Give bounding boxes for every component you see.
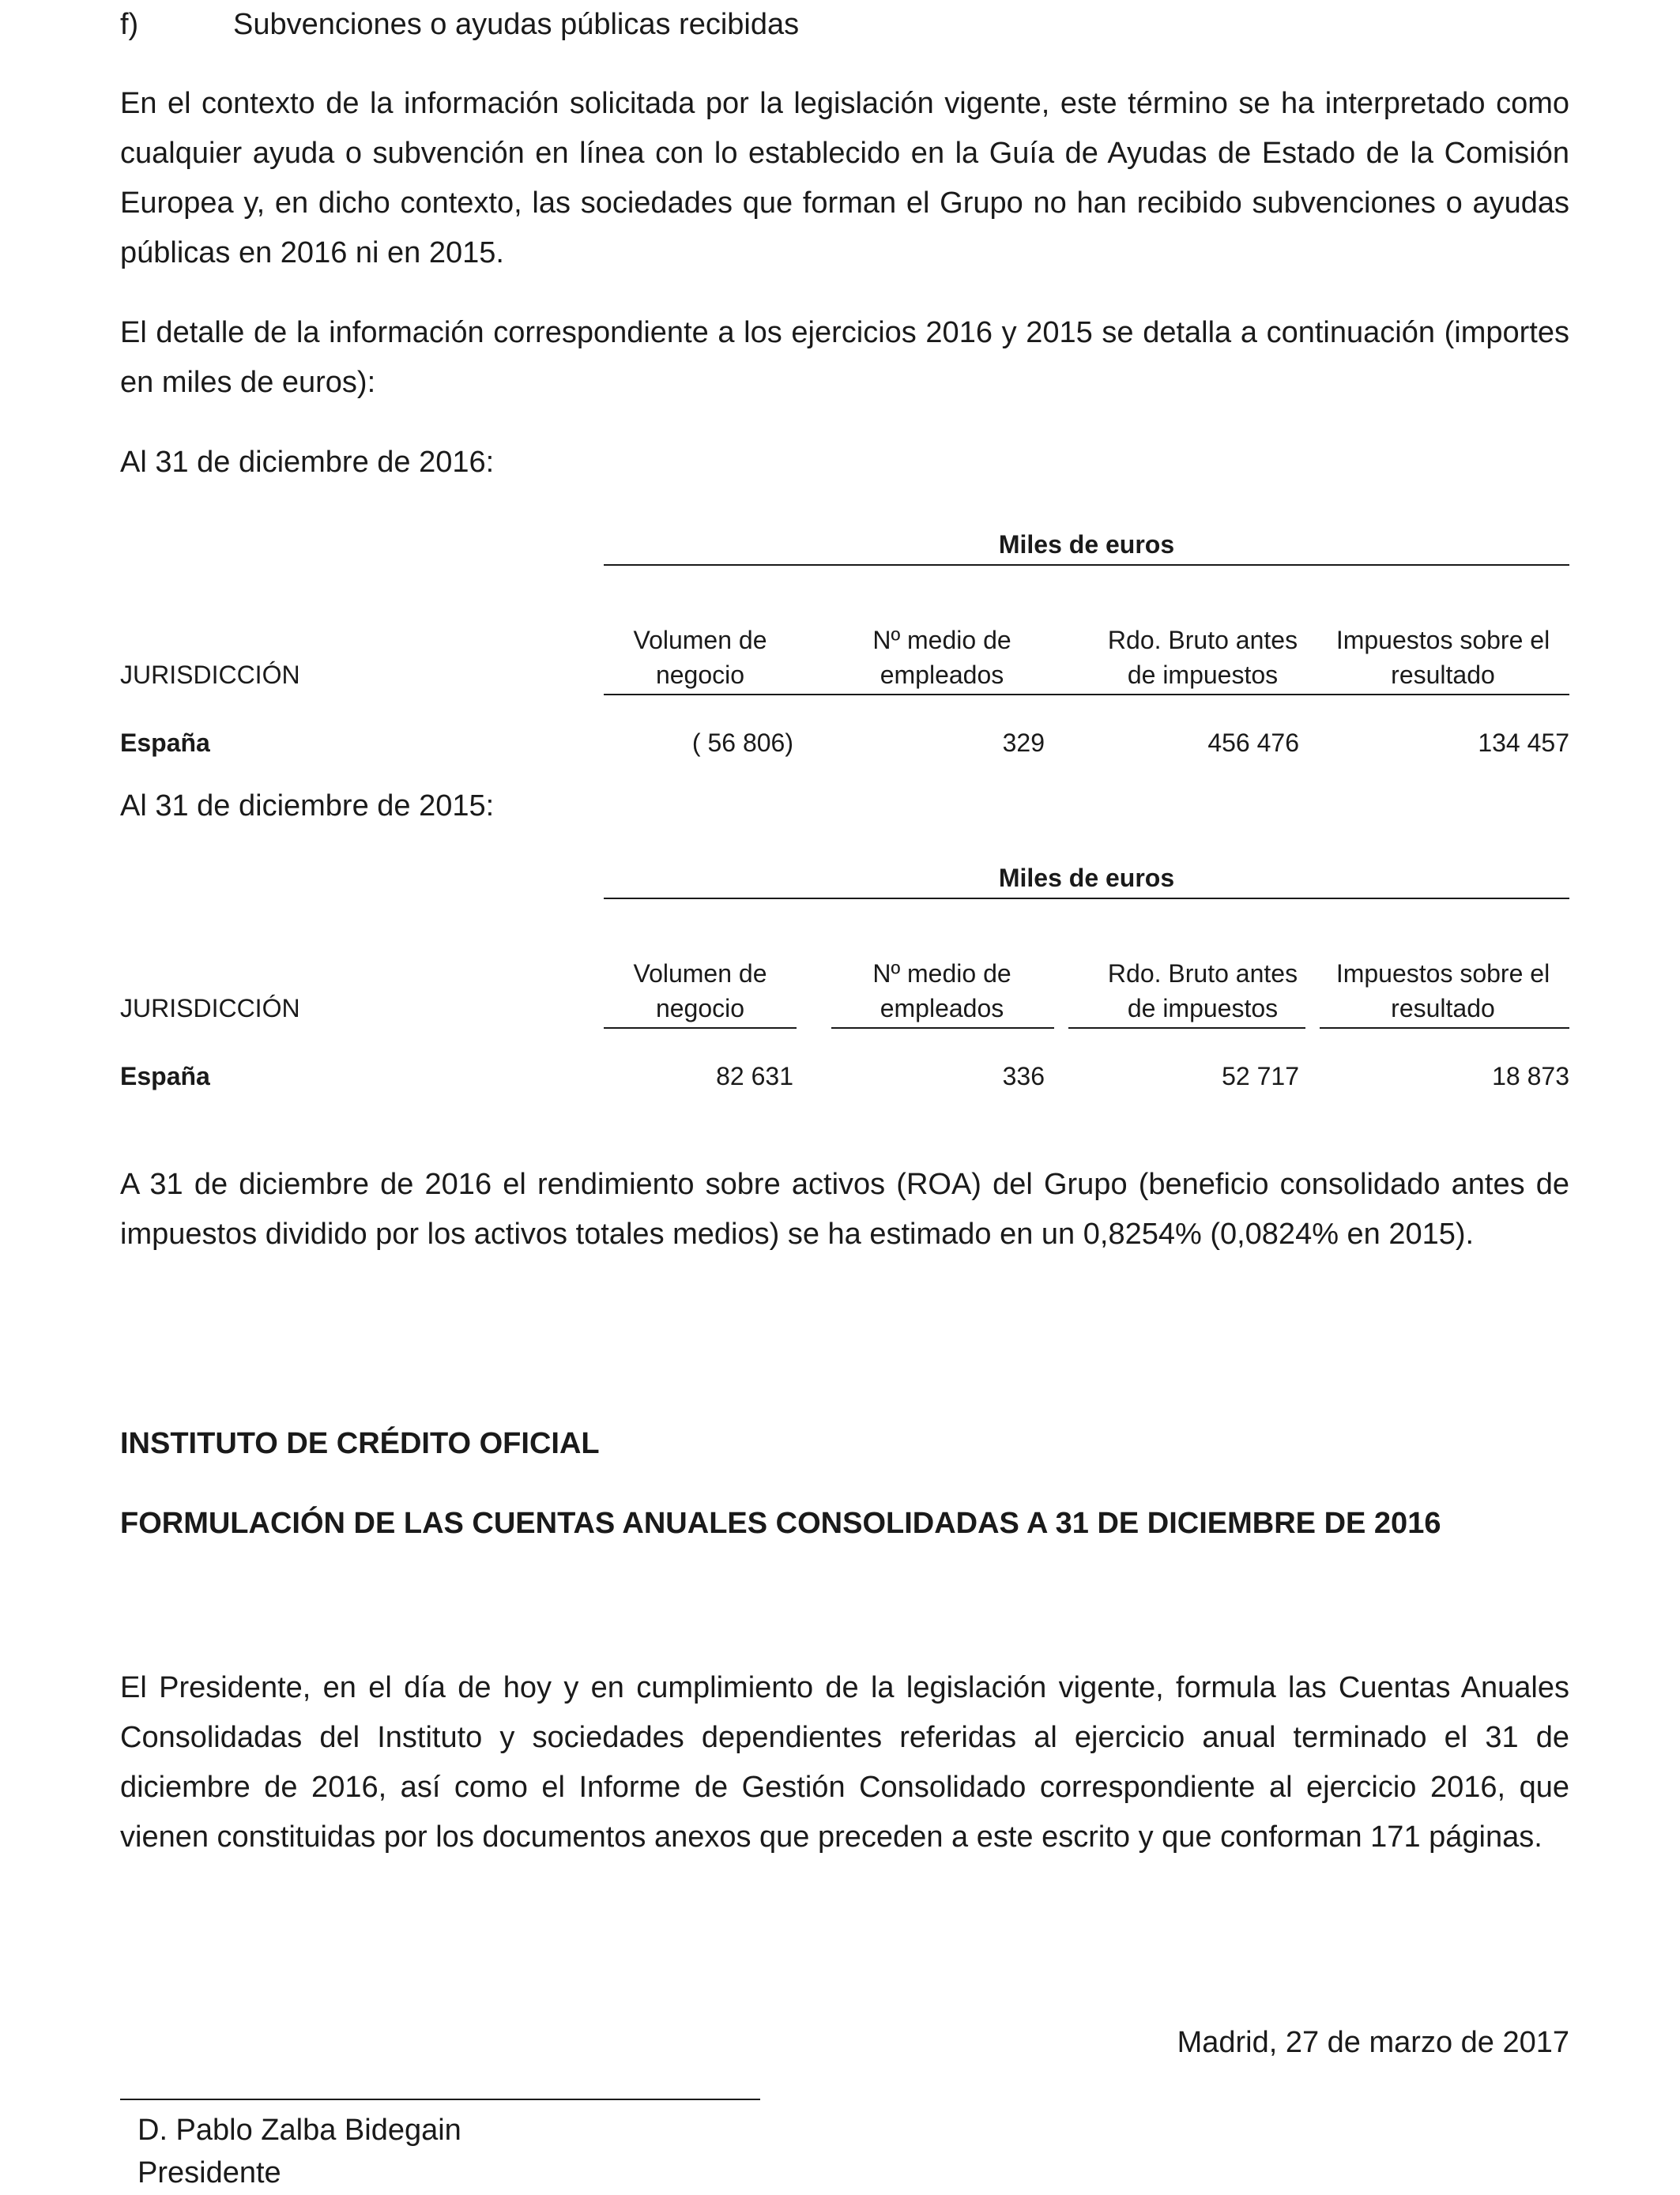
table-2016 [120, 528, 1569, 757]
heading-formulation: FORMULACIÓN DE LAS CUENTAS ANUALES CONSOLIDADAS A 31 DE DICIEMBRE DE 2016 [120, 1507, 1441, 1540]
cell-gross-result: 456 476 [1207, 729, 1299, 757]
column-header-volume: Volumen de negocio [633, 959, 767, 1022]
header-rule-volume [604, 1027, 797, 1029]
super-header-rule [604, 564, 1569, 566]
cell-employees: 336 [1002, 1062, 1045, 1090]
row-label-spain: España [120, 729, 210, 757]
section-title: Subvenciones o ayudas públicas recibidas [233, 8, 800, 41]
column-header-gross-result: Rdo. Bruto antes de impuestos [1107, 626, 1298, 689]
paragraph-roa: A 31 de diciembre de 2016 el rendimiento sobre activos (ROA) del Grupo (beneficio consolidado antes de impuestos dividido por los activos totales medios) se ha estimado en un 0,8254% (0,0824% en 2015). [120, 1168, 1569, 1251]
signer-role: Presidente [137, 2156, 281, 2189]
cell-employees: 329 [1002, 729, 1045, 757]
signature-line [120, 2099, 760, 2100]
paragraph-detail-intro: El detalle de la información correspondiente a los ejercicios 2016 y 2015 se detalla a continuación (importes en miles de euros): [120, 316, 1569, 399]
column-header-employees: Nº medio de empleados [872, 959, 1011, 1022]
header-rule-employees [831, 1027, 1054, 1029]
cell-taxes: 18 873 [1492, 1062, 1569, 1090]
header-rule-taxes [1320, 1027, 1569, 1029]
cell-gross-result: 52 717 [1222, 1062, 1299, 1090]
column-header-employees: Nº medio de empleados [872, 626, 1011, 689]
column-header-taxes: Impuestos sobre el resultado [1335, 959, 1550, 1022]
heading-institute: INSTITUTO DE CRÉDITO OFICIAL [120, 1427, 600, 1460]
column-header-volume: Volumen de negocio [633, 626, 767, 689]
signer-name: D. Pablo Zalba Bidegain [137, 2114, 461, 2147]
column-header-taxes: Impuestos sobre el resultado [1335, 626, 1550, 689]
header-rule-gross-result [1068, 1027, 1305, 1029]
row-label-spain: España [120, 1062, 210, 1090]
column-header-jurisdiction: JURISDICCIÓN [120, 661, 300, 689]
column-header-jurisdiction: JURISDICCIÓN [120, 994, 300, 1022]
cell-taxes: 134 457 [1478, 729, 1569, 757]
cell-volume: 82 631 [716, 1062, 793, 1090]
section-heading [120, 5, 1569, 44]
place-date: Madrid, 27 de marzo de 2017 [1177, 2026, 1569, 2059]
cell-volume: ( 56 806) [691, 729, 793, 757]
column-header-gross-result: Rdo. Bruto antes de impuestos [1107, 959, 1298, 1022]
table-super-header: Miles de euros [998, 864, 1175, 892]
table-2015-date-label: Al 31 de diciembre de 2015: [120, 789, 495, 823]
table-2015 [120, 861, 1569, 1090]
section-letter: f) [120, 8, 139, 41]
table-2016-date-label: Al 31 de diciembre de 2016: [120, 446, 495, 479]
paragraph-formulation: El Presidente, en el día de hoy y en cumplimiento de la legislación vigente, formula las Cuentas Anuales Consolidadas del Instituto y sociedades dependientes referidas al ejercicio anual terminado el 31 de diciembre de 2016, así como el Informe de Gestión Consolidado correspondiente al ejercicio 2016, que vienen constituidas por los documentos anexos que preceden a este escrito y que conforman 171 páginas. [120, 1671, 1569, 1854]
super-header-rule [604, 898, 1569, 899]
table-super-header: Miles de euros [998, 530, 1175, 559]
paragraph-subsidies: En el contexto de la información solicitada por la legislación vigente, este término se ha interpretado como cualquier ayuda o subvención en línea con lo establecido en la Guía de Ayudas de Estado de la Comisión Europea y, en dicho contexto, las sociedades que forman el Grupo no han recibido subvenciones o ayudas públicas en 2016 ni en 2015. [120, 87, 1569, 269]
header-rule [604, 694, 1569, 695]
